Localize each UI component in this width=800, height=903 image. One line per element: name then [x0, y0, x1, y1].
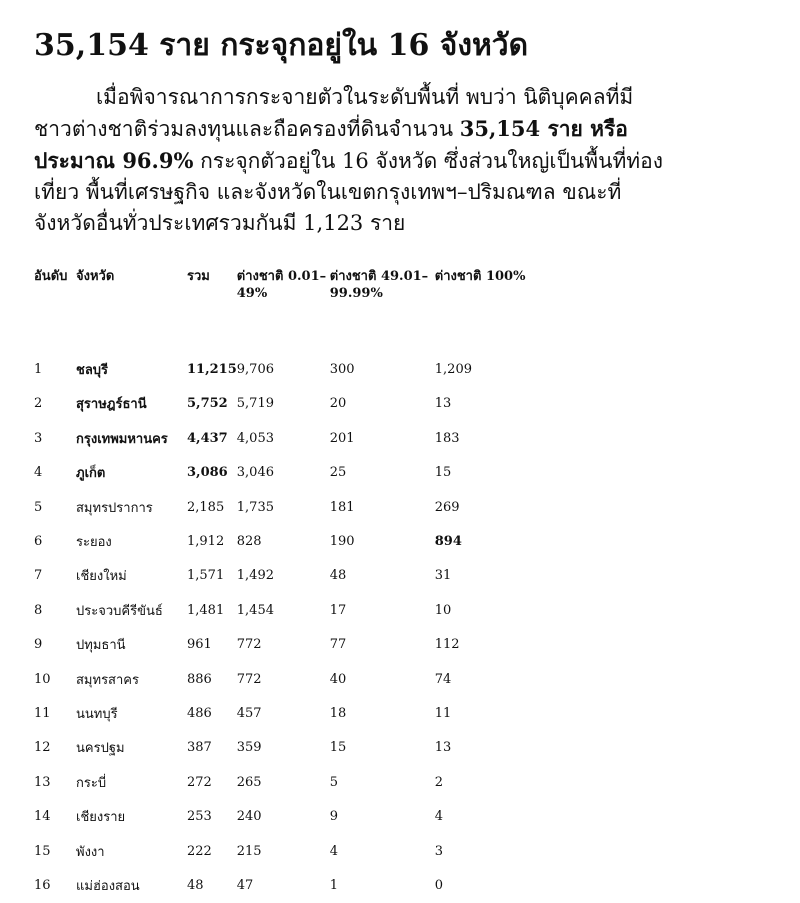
table-row	[34, 352, 535, 386]
cell-total: 387	[187, 740, 212, 756]
cell-foreign-a: 5,719	[236, 396, 274, 412]
cell-rank: 14	[34, 809, 51, 825]
cell-province: ประจวบคีรีขันธ์	[76, 603, 163, 619]
cell-foreign-c: 13	[434, 396, 452, 412]
cell-total: 253	[187, 809, 212, 825]
cell-total: 486	[187, 705, 212, 721]
cell-foreign-c: 3	[434, 843, 444, 859]
cell-foreign-b: 9	[329, 809, 339, 825]
cell-foreign-c: 4	[434, 809, 444, 825]
cell-province: เชียงราย	[76, 810, 126, 826]
table-row	[34, 593, 535, 627]
cell-rank: 15	[34, 843, 51, 859]
cell-foreign-a: 772	[236, 671, 262, 687]
summary-paragraph	[34, 82, 784, 239]
cell-foreign-b: 18	[329, 705, 347, 721]
header-rank: อันดับ	[34, 269, 68, 284]
cell-foreign-a: 240	[236, 809, 262, 825]
cell-total: 5,752	[187, 396, 228, 412]
paragraph-emphasis: ประมาณ 96.9%	[34, 148, 194, 173]
cell-rank: 2	[34, 396, 43, 412]
paragraph-line-4: เที่ยว พื้นที่เศรษฐกิจ และจังหวัดในเขตกรุงเทพฯ–ปริมณฑล ขณะที่	[34, 180, 622, 204]
cell-foreign-a: 1,735	[236, 499, 274, 515]
table-header-row	[34, 268, 535, 318]
cell-province: พังงา	[76, 844, 105, 860]
cell-province: ภูเก็ต	[76, 466, 106, 482]
cell-foreign-b: 190	[329, 534, 355, 550]
table-row	[34, 456, 535, 490]
cell-foreign-b: 5	[329, 774, 339, 790]
cell-foreign-c: 11	[434, 705, 452, 721]
cell-foreign-a: 4,053	[236, 430, 274, 446]
cell-foreign-b: 1	[329, 877, 339, 893]
header-foreign-b-line2: 99.99%	[329, 286, 383, 301]
cell-rank: 10	[34, 671, 51, 687]
table-row	[34, 490, 535, 524]
table-row	[34, 628, 535, 662]
cell-foreign-a: 1,454	[236, 602, 274, 618]
cell-province: ชลบุรี	[76, 363, 109, 379]
cell-province: กระบี่	[76, 775, 107, 791]
cell-foreign-b: 17	[329, 602, 347, 618]
cell-total: 4,437	[187, 430, 228, 446]
cell-province: กรุงเทพมหานคร	[76, 431, 168, 447]
table-row	[34, 799, 535, 833]
cell-province: ระยอง	[76, 535, 112, 551]
cell-province: นครปฐม	[76, 741, 125, 757]
paragraph-line-5: จังหวัดอื่นทั่วประเทศรวมกันมี 1,123 ราย	[34, 211, 406, 235]
cell-total: 2,185	[187, 499, 225, 515]
cell-province: ปทุมธานี	[76, 638, 126, 654]
paragraph-text: กระจุกตัวอยู่ใน 16 จังหวัด ซึ่งส่วนใหญ่เป็นพื้นที่ท่อง	[193, 149, 663, 173]
cell-foreign-a: 457	[236, 705, 262, 721]
cell-province: สมุทรปราการ	[76, 500, 153, 516]
cell-foreign-c: 10	[434, 602, 452, 618]
header-foreign-b	[330, 268, 435, 318]
cell-total: 48	[187, 877, 204, 893]
cell-foreign-b: 20	[329, 396, 347, 412]
cell-foreign-c: 0	[434, 877, 444, 893]
table-row	[34, 731, 535, 765]
cell-total: 3,086	[187, 465, 228, 481]
cell-total: 886	[187, 671, 212, 687]
cell-foreign-a: 1,492	[236, 568, 274, 584]
table-row	[34, 696, 535, 730]
header-foreign-c: ต่างชาติ 100%	[434, 269, 526, 284]
cell-foreign-a: 265	[236, 774, 262, 790]
cell-foreign-c: 2	[434, 774, 444, 790]
cell-total: 961	[187, 637, 212, 653]
table-row	[34, 765, 535, 799]
cell-foreign-c: 1,209	[434, 362, 472, 378]
cell-foreign-c: 74	[434, 671, 452, 687]
cell-foreign-c: 183	[434, 430, 460, 446]
header-foreign-a-line1: ต่างชาติ 0.01–	[236, 269, 327, 284]
cell-province: สมุทรสาคร	[76, 672, 139, 688]
cell-foreign-c: 15	[434, 465, 452, 481]
table-row	[34, 834, 535, 868]
cell-foreign-a: 828	[236, 534, 262, 550]
cell-rank: 1	[34, 362, 43, 378]
cell-total: 1,912	[187, 534, 225, 550]
cell-foreign-a: 772	[236, 637, 262, 653]
cell-foreign-a: 215	[236, 843, 262, 859]
cell-rank: 3	[34, 430, 43, 446]
header-foreign-a-line2: 49%	[236, 286, 268, 301]
province-table	[34, 268, 535, 903]
cell-rank: 13	[34, 774, 51, 790]
cell-foreign-a: 3,046	[236, 465, 274, 481]
paragraph-text: ชาวต่างชาติร่วมลงทุนและถือครองที่ดินจำนวน	[34, 117, 460, 141]
cell-foreign-a: 359	[236, 740, 262, 756]
paragraph-line-1: เมื่อพิจารณาการกระจายตัวในระดับพื้นที่ พบว่า นิติบุคคลที่มี	[96, 85, 634, 109]
table-row	[34, 662, 535, 696]
cell-total: 1,481	[187, 602, 225, 618]
cell-province: นนทบุรี	[76, 706, 118, 722]
cell-foreign-b: 181	[329, 499, 355, 515]
cell-foreign-b: 300	[329, 362, 355, 378]
cell-rank: 9	[34, 637, 43, 653]
cell-rank: 8	[34, 602, 43, 618]
cell-rank: 16	[34, 877, 51, 893]
header-foreign-b-line1: ต่างชาติ 49.01–	[329, 269, 429, 284]
cell-rank: 5	[34, 499, 43, 515]
cell-province: สุราษฎร์ธานี	[76, 397, 147, 413]
cell-foreign-a: 47	[236, 877, 254, 893]
cell-foreign-b: 15	[329, 740, 347, 756]
paragraph-emphasis: 35,154 ราย หรือ	[459, 116, 628, 141]
table-row	[34, 559, 535, 593]
cell-rank: 12	[34, 740, 51, 756]
cell-foreign-a: 9,706	[236, 362, 274, 378]
cell-province: แม่ฮ่องสอน	[76, 878, 140, 894]
table-row	[34, 421, 535, 455]
cell-foreign-c: 31	[434, 568, 452, 584]
cell-rank: 11	[34, 705, 51, 721]
cell-foreign-b: 48	[329, 568, 347, 584]
cell-total: 1,571	[187, 568, 225, 584]
header-province: จังหวัด	[76, 269, 115, 284]
header-foreign-a	[237, 268, 330, 318]
cell-rank: 7	[34, 568, 43, 584]
cell-foreign-c: 894	[434, 534, 462, 550]
cell-province: เชียงใหม่	[76, 569, 127, 585]
paragraph-line-2	[34, 113, 784, 145]
cell-foreign-c: 13	[434, 740, 452, 756]
cell-foreign-b: 25	[329, 465, 347, 481]
cell-total: 272	[187, 774, 212, 790]
section-heading: 35,154 ราย กระจุกอยู่ใน 16 จังหวัด	[34, 28, 529, 63]
table-row	[34, 868, 535, 902]
cell-foreign-b: 4	[329, 843, 339, 859]
cell-foreign-c: 112	[434, 637, 460, 653]
header-spacer	[34, 318, 535, 352]
table-row	[34, 524, 535, 558]
cell-rank: 6	[34, 534, 43, 550]
cell-foreign-b: 77	[329, 637, 347, 653]
header-total: รวม	[187, 269, 210, 284]
cell-foreign-c: 269	[434, 499, 460, 515]
cell-foreign-b: 40	[329, 671, 347, 687]
cell-total: 11,215	[187, 362, 237, 378]
cell-foreign-b: 201	[329, 430, 355, 446]
paragraph-line-3	[34, 145, 784, 177]
cell-total: 222	[187, 843, 212, 859]
table-row	[34, 387, 535, 421]
cell-rank: 4	[34, 465, 43, 481]
